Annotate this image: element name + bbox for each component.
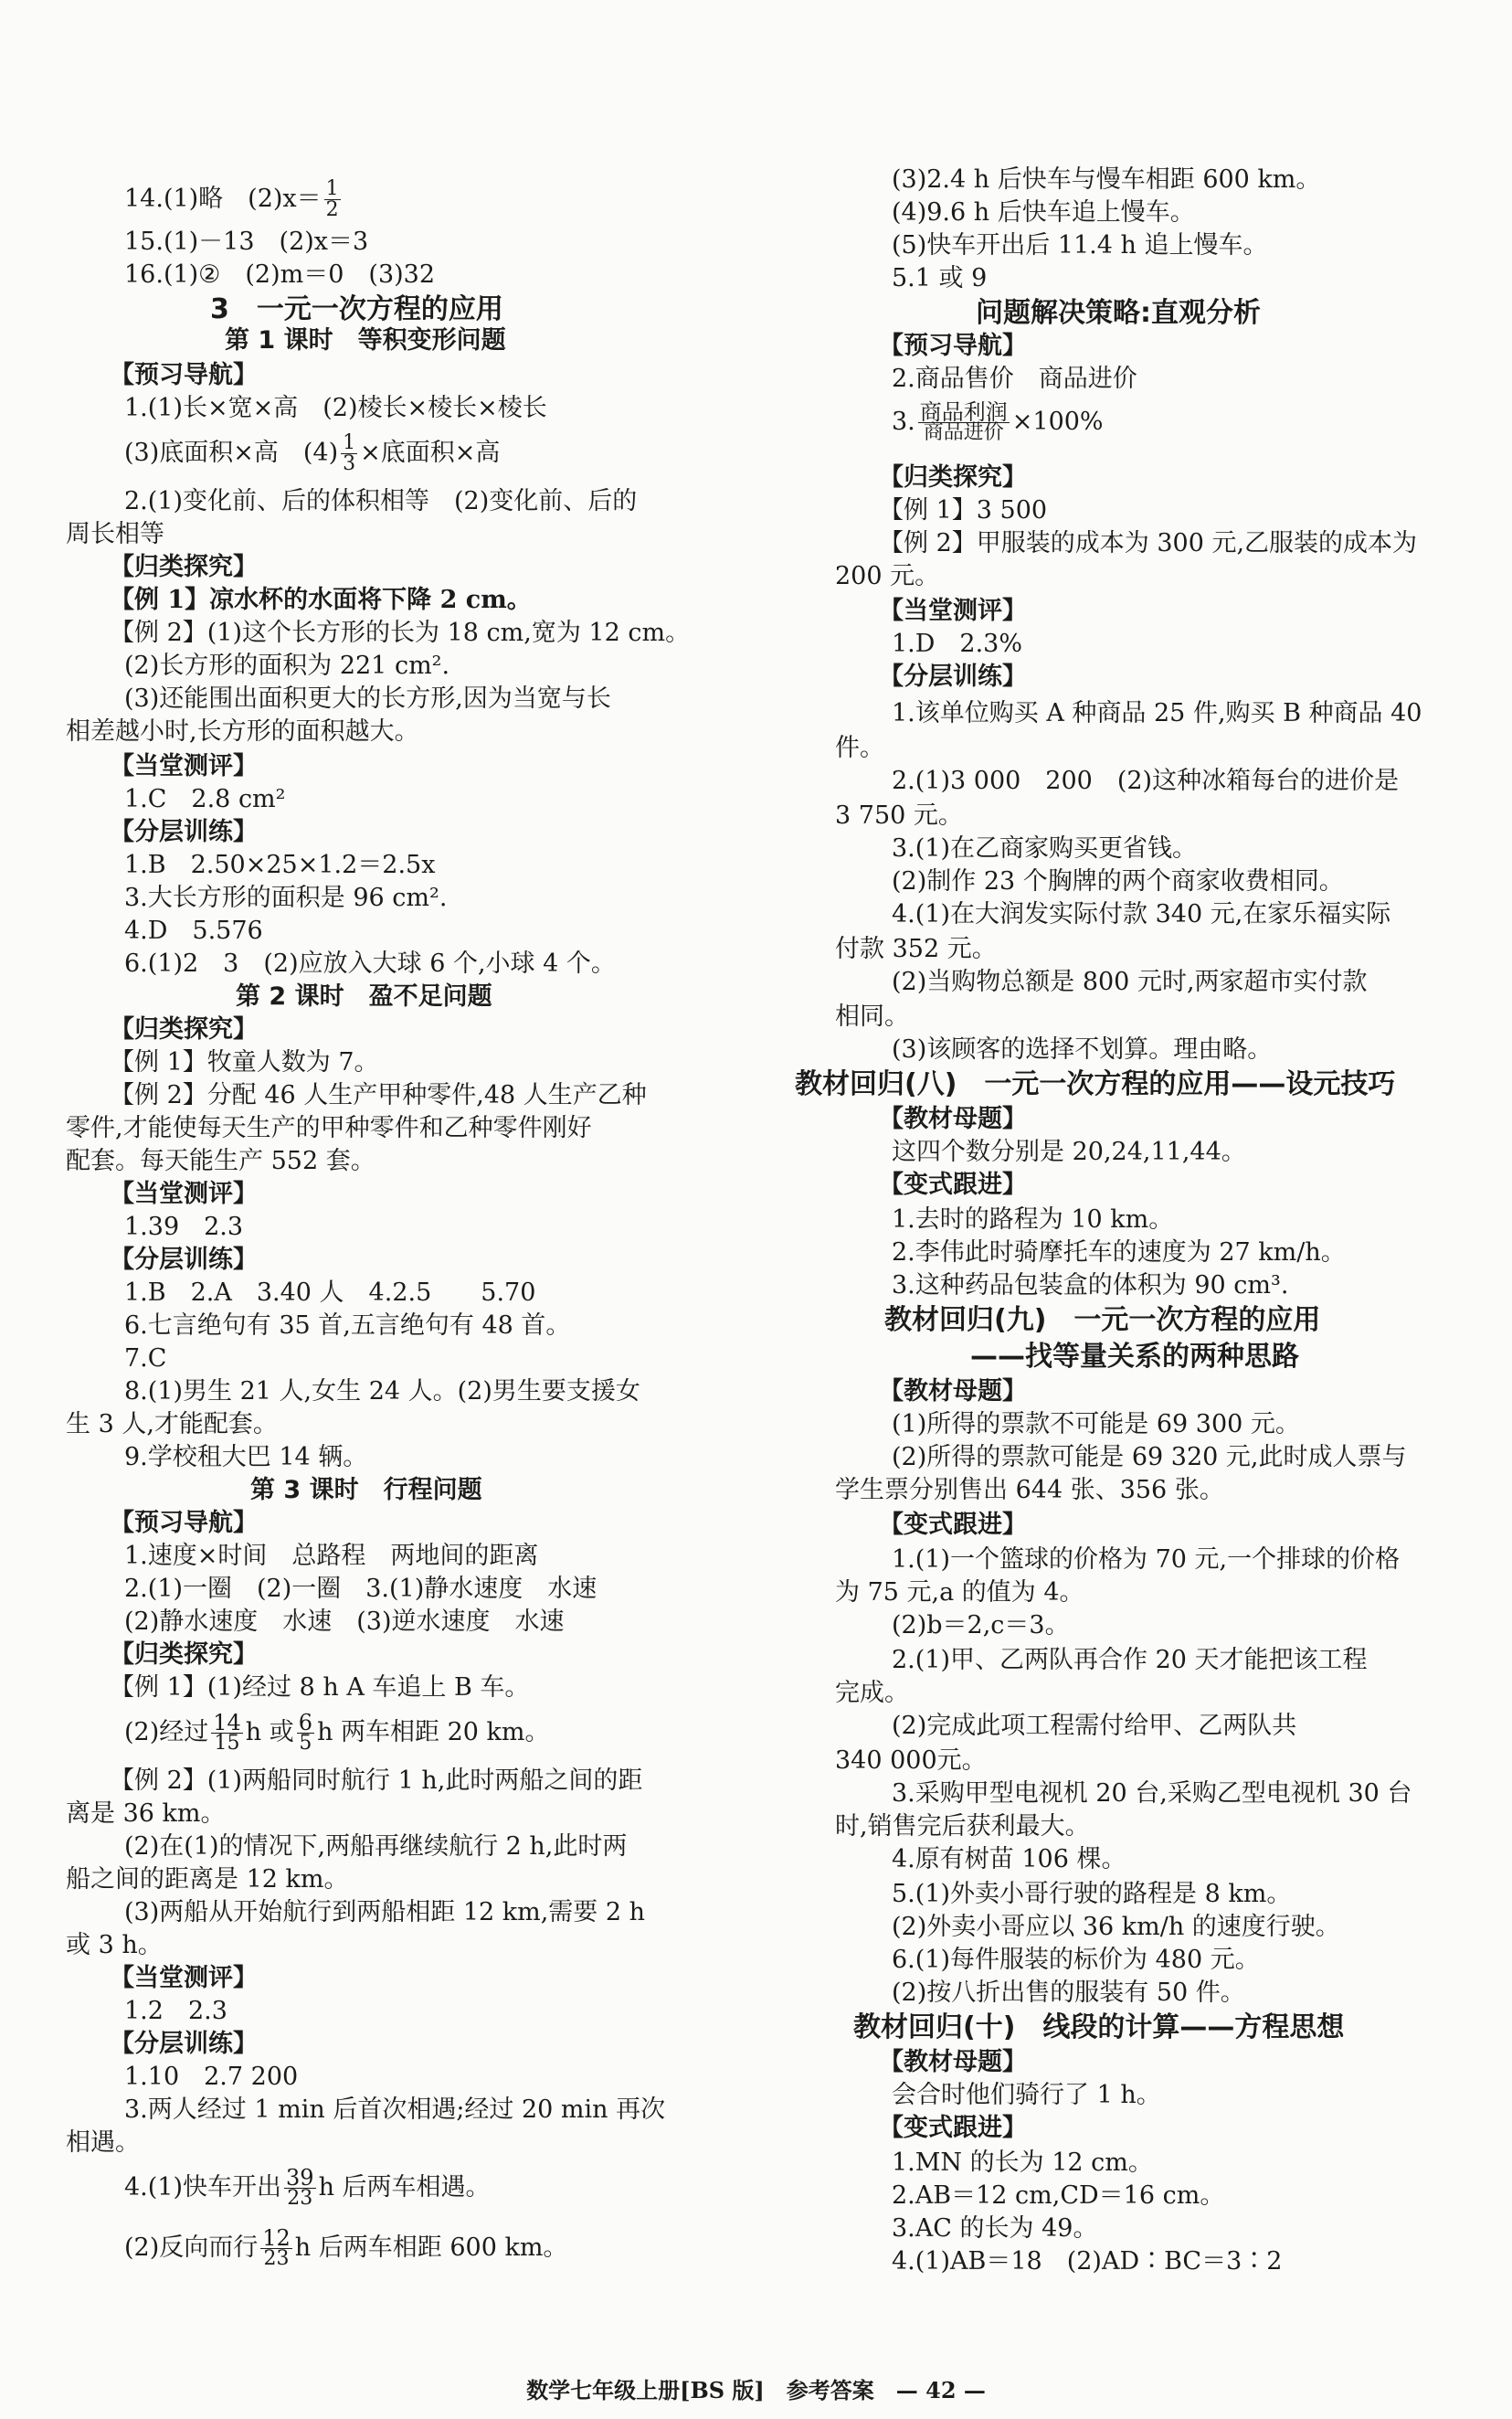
lesson-title: 第 1 课时 等积变形问题 [225, 326, 506, 355]
answer-line: 1.B 2.50×25×1.2＝2.5x [124, 851, 436, 879]
section-label: 【变式跟进】 [879, 1171, 1027, 1199]
answer-line: 3.采购甲型电视机 20 台,采购乙型电视机 30 台 [892, 1779, 1412, 1808]
answer-line: (2)制作 23 个胸牌的两个商家收费相同。 [892, 867, 1344, 896]
section-label: 【教材母题】 [879, 1377, 1027, 1406]
answer-line: (2)完成此项工程需付给甲、乙两队共 [892, 1712, 1297, 1740]
section-label: 【归类探究】 [879, 463, 1027, 492]
answer-line: 8.(1)男生 21 人,女生 24 人。(2)男生要支援女 [124, 1377, 640, 1406]
answer-line: 7.C [124, 1344, 167, 1373]
section-label: 【变式跟进】 [879, 2114, 1027, 2142]
answer-line: 4.(1)在大润发实际付款 340 元,在家乐福实际 [892, 900, 1391, 928]
answer-line: 6.(1)每件服装的标价为 480 元。 [892, 1946, 1260, 1974]
answer-line: (3)还能围出面积更大的长方形,因为当宽与长 [124, 684, 611, 713]
answer-line: 1.2 2.3 [124, 1997, 227, 2025]
answer-line: 3.大长方形的面积是 96 cm². [124, 884, 448, 912]
page-footer: 数学七年级上册[BS 版] 参考答案 — 42 — [526, 2377, 986, 2403]
section-label: 【归类探究】 [110, 1640, 258, 1669]
answer-line: 9.学校租大巴 14 辆。 [124, 1443, 368, 1471]
section-label: 【教材母题】 [879, 1105, 1027, 1133]
example-line: 【例 2】分配 46 人生产甲种零件,48 人生产乙种 [110, 1081, 647, 1109]
section-label: 【变式跟进】 [879, 1511, 1027, 1539]
answer-line: 会合时他们骑行了 1 h。 [892, 2081, 1161, 2109]
answer-line: 3. 商品利润 商品进价 ×100% [892, 399, 1104, 444]
answer-line: 3 750 元。 [835, 801, 963, 830]
answer-line: 340 000元。 [835, 1746, 987, 1775]
section-title: 教材回归(九) 一元一次方程的应用 [884, 1304, 1321, 1336]
section-label: 【预习导航】 [879, 332, 1027, 360]
answer-line: 2.AB＝12 cm,CD＝16 cm。 [892, 2181, 1225, 2210]
answer-line: (3)两船从开始航行到两船相距 12 km,需要 2 h [124, 1898, 646, 1926]
answer-line: 200 元。 [835, 562, 940, 590]
section-label: 【归类探究】 [110, 1015, 258, 1044]
answer-line: 1.B 2.A 3.40 人 4.2.5 5.70 [124, 1278, 536, 1307]
answer-line: 1.(1)一个篮球的价格为 70 元,一个排球的价格 [892, 1545, 1401, 1574]
answer-line: 4.(1)AB＝18 (2)AD∶BC＝3∶2 [892, 2247, 1283, 2276]
answer-line: (5)快车开出后 11.4 h 追上慢车。 [892, 231, 1268, 260]
answer-line: 2.(1)甲、乙两队再合作 20 天才能把该工程 [892, 1646, 1368, 1674]
answer-line: 完成。 [835, 1679, 909, 1707]
example-line: 【例 1】凉水杯的水面将下降 2 cm。 [110, 586, 532, 614]
answer-line: 4.(1)快车开出 $\frac{39}{23}$ h 后两车相遇。 [124, 2165, 491, 2210]
answer-line: 或 3 h。 [66, 1931, 163, 1959]
answer-line: (2)外卖小哥应以 36 km/h 的速度行驶。 [892, 1913, 1340, 1941]
answer-line: (2)所得的票款可能是 69 320 元,此时成人票与 [892, 1443, 1407, 1471]
answer-line: (3)该顾客的选择不划算。理由略。 [892, 1035, 1273, 1064]
section-title: 3 一元一次方程的应用 [210, 293, 503, 325]
answer-line: 配套。每天能生产 552 套。 [66, 1147, 375, 1175]
answer-line: 2.(1)变化前、后的体积相等 (2)变化前、后的 [124, 487, 638, 515]
answer-line: 2.商品售价 商品进价 [892, 365, 1137, 393]
answer-line: 3.(1)在乙商家购买更省钱。 [892, 834, 1198, 863]
answer-line: (1)所得的票款不可能是 69 300 元。 [892, 1410, 1300, 1438]
example-line: 【例 1】(1)经过 8 h A 车追上 B 车。 [110, 1673, 530, 1702]
answer-line: (2)b＝2,c＝3。 [892, 1611, 1070, 1639]
answer-line: 4.原有树苗 106 棵。 [892, 1845, 1126, 1873]
example-line: 【例 1】牧童人数为 7。 [110, 1048, 379, 1077]
answer-line: 时,销售完后获利最大。 [835, 1812, 1090, 1841]
answer-line: 这四个数分别是 20,24,11,44。 [892, 1138, 1246, 1166]
answer-line: (3)底面积×高 (4) $\frac{1}{3}$ ×底面积×高 [124, 431, 501, 475]
answer-line: (2)反向而行 $\frac{12}{23}$ h 后两车相距 600 km。 [124, 2225, 568, 2270]
answer-line: (4)9.6 h 后快车追上慢车。 [892, 198, 1195, 227]
answer-line: 1.C 2.8 cm² [124, 785, 286, 813]
answer-line: 3.AC 的长为 49。 [892, 2214, 1098, 2243]
section-title: 教材回归(十) 线段的计算——方程思想 [853, 2011, 1345, 2043]
answer-line: 离是 36 km。 [66, 1799, 226, 1828]
section-label: 【预习导航】 [110, 1509, 258, 1537]
answer-line: (2)当购物总额是 800 元时,两家超市实付款 [892, 968, 1368, 996]
section-label: 【当堂测评】 [110, 752, 258, 780]
answer-line: 6.七言绝句有 35 首,五言绝句有 48 首。 [124, 1311, 571, 1340]
answer-line: 付款 352 元。 [835, 935, 997, 963]
answer-line: 相遇。 [66, 2128, 140, 2157]
answer-line: (2)按八折出售的服装有 50 件。 [892, 1979, 1245, 2007]
answer-line: 周长相等 [66, 520, 164, 548]
section-label: 【预习导航】 [110, 361, 258, 389]
answer-line: 学生票分别售出 644 张、356 张。 [835, 1476, 1224, 1504]
answer-line: 为 75 元,a 的值为 4。 [835, 1578, 1084, 1607]
section-label: 【教材母题】 [879, 2048, 1027, 2076]
lesson-title: 第 3 课时 行程问题 [250, 1476, 482, 1504]
answer-line: 1.39 2.3 [124, 1213, 244, 1241]
section-label: 【分层训练】 [879, 663, 1027, 691]
answer-line: 15.(1)－13 (2)x＝3 [124, 228, 369, 256]
answer-line: (2)在(1)的情况下,两船再继续航行 2 h,此时两 [124, 1832, 628, 1861]
answer-line: (3)2.4 h 后快车与慢车相距 600 km。 [892, 165, 1321, 194]
answer-line: 相差越小时,长方形的面积越大。 [66, 717, 419, 746]
example-line: 【例 2】甲服装的成本为 300 元,乙服装的成本为 [879, 529, 1418, 557]
answer-line: 1.该单位购买 A 种商品 25 件,购买 B 种商品 40 [892, 699, 1422, 727]
answer-line: 1.MN 的长为 12 cm。 [892, 2148, 1153, 2177]
answer-line: 零件,才能使每天生产的甲种零件和乙种零件刚好 [66, 1114, 592, 1142]
answer-line: 3.两人经过 1 min 后首次相遇;经过 20 min 再次 [124, 2095, 666, 2124]
answer-line: 2.(1)一圈 (2)一圈 3.(1)静水速度 水速 [124, 1575, 597, 1603]
example-line: 【例 2】(1)两船同时航行 1 h,此时两船之间的距 [110, 1767, 643, 1795]
section-label: 【分层训练】 [110, 818, 258, 846]
example-line: 【例 1】3 500 [879, 496, 1048, 525]
answer-line: 2.(1)3 000 200 (2)这种冰箱每台的进价是 [892, 767, 1400, 795]
answer-line: 2.李伟此时骑摩托车的速度为 27 km/h。 [892, 1238, 1346, 1267]
section-title: ——找等量关系的两种思路 [970, 1341, 1299, 1373]
example-line: 【例 2】(1)这个长方形的长为 18 cm,宽为 12 cm。 [110, 619, 691, 647]
answer-line: (2)静水速度 水速 (3)逆水速度 水速 [124, 1607, 565, 1636]
section-title: 教材回归(八) 一元一次方程的应用——设元技巧 [795, 1068, 1396, 1100]
answer-line: 1.去时的路程为 10 km。 [892, 1205, 1174, 1234]
answer-line: 相同。 [835, 1003, 909, 1031]
answer-line: 件。 [835, 734, 884, 762]
answer-line: 1.D 2.3% [892, 630, 1023, 658]
answer-line: (2)长方形的面积为 221 cm². [124, 652, 450, 680]
answer-line: 船之间的距离是 12 km。 [66, 1865, 349, 1894]
section-label: 【分层训练】 [110, 1246, 258, 1274]
answer-line: (2)经过 $\frac{14}{15}$ h 或 $\frac{6}{5}$ h 两车相距 20 km。 [124, 1710, 550, 1755]
section-label: 【当堂测评】 [879, 597, 1027, 625]
answer-line: 1.速度×时间 总路程 两地间的距离 [124, 1542, 539, 1570]
section-label: 【当堂测评】 [110, 1964, 258, 1992]
answer-line: 生 3 人,才能配套。 [66, 1410, 278, 1438]
answer-line: 14.(1)略 (2)x＝ $\frac{1}{2}$ [124, 177, 339, 221]
answer-line: 16.(1)② (2)m＝0 (3)32 [124, 260, 436, 289]
answer-line: 3.这种药品包装盒的体积为 90 cm³. [892, 1271, 1289, 1300]
answer-line: 5.1 或 9 [892, 264, 988, 292]
answer-line: 5.(1)外卖小哥行驶的路程是 8 km。 [892, 1880, 1292, 1908]
lesson-title: 第 2 课时 盈不足问题 [236, 982, 492, 1011]
section-label: 【当堂测评】 [110, 1180, 258, 1208]
answer-line: 1.(1)长×宽×高 (2)棱长×棱长×棱长 [124, 394, 547, 422]
answer-line: 1.10 2.7 200 [124, 2063, 299, 2091]
answer-line: 4.D 5.576 [124, 917, 263, 945]
answer-line: 6.(1)2 3 (2)应放入大球 6 个,小球 4 个。 [124, 950, 616, 978]
section-label: 【归类探究】 [110, 553, 258, 581]
section-title: 问题解决策略:直观分析 [976, 297, 1261, 329]
section-label: 【分层训练】 [110, 2030, 258, 2058]
